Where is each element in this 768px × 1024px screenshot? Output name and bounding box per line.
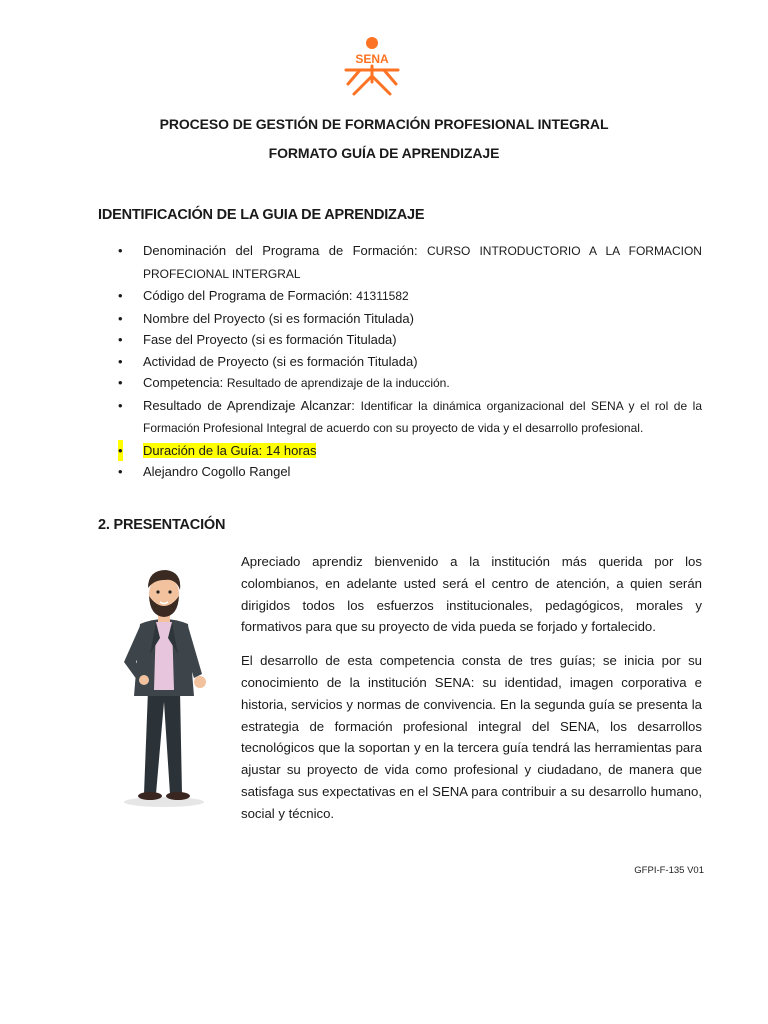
sena-logo	[340, 36, 404, 98]
list-item	[118, 372, 702, 395]
list-item	[118, 285, 702, 308]
list-item	[118, 351, 702, 373]
bullet-dot: •	[118, 332, 123, 347]
item-label: Denominación del Programa de Formación:	[143, 243, 418, 258]
bullet-dot: •	[118, 288, 123, 303]
list-item	[118, 308, 702, 330]
item-value: 41311582	[356, 289, 409, 303]
item-label: Actividad de Proyecto (si es formación Titulada)	[143, 353, 418, 369]
duration-label: Duración de la Guía:	[143, 442, 263, 458]
item-label: Fase del Proyecto (si es formación Titulada)	[143, 332, 397, 347]
list-item	[118, 240, 702, 285]
item-label: Código del Programa de Formación:	[143, 288, 353, 303]
bullet-dot: •	[118, 243, 123, 258]
duration-value: 14 horas	[265, 442, 317, 458]
bullet-dot: •	[118, 310, 123, 326]
bullet-dot: •	[118, 464, 123, 479]
process-title: PROCESO DE GESTIÓN DE FORMACIÓN PROFESIONAL INTEGRAL	[159, 116, 609, 132]
form-code: GFPI-F-135 V01	[634, 865, 704, 876]
sena-logo-text: SENA	[355, 52, 389, 66]
presentation-paragraph-1: Apreciado aprendiz bienvenido a la institución más querida por los colombianos, en adelante usted será el centro de atención, a quien serán dirigidos todos los esfuerzos institucionales, pedagógicos, morales y formativos para que su proyecto de vida pueda se forjado y fortalecido.	[241, 554, 702, 635]
identification-heading: IDENTIFICACIÓN DE LA GUIA DE APRENDIZAJE	[98, 207, 425, 223]
bullet-dot: •	[118, 375, 123, 390]
item-label: Nombre del Proyecto (si es formación Titulada)	[143, 310, 414, 326]
item-label: Competencia:	[143, 375, 224, 390]
item-value: Identificar la dinámica organizacional del SENA y el rol de la Formación Profesional Integral de acuerdo con su proyecto de vida y el desarrollo profesional.	[143, 398, 702, 435]
identification-list	[118, 240, 702, 483]
item-value: CURSO INTRODUCTORIO A LA FORMACION PROFECIONAL INTERGRAL	[143, 244, 702, 281]
presentation-text	[241, 551, 702, 837]
presentation-paragraph-2: El desarrollo de esta competencia consta de tres guías; se inicia por su conocimiento de la institución SENA: su identidad, imagen corporativa e historia, servicios y normas de convivencia. En la segunda guía se presenta la estrategia de formación profesional integral del SENA, los desarrollos tecnológicos que la soportan y en la tercera guía tendrá las herramientas para ajustar su proyecto de vida como profesional y ciudadano, de manera que satisfaga sus expectativas en el SENA para contribuir a su desarrollo humano, social y técnico.	[241, 653, 702, 821]
author-name: Alejandro Cogollo Rangel	[143, 464, 291, 479]
bullet-dot: •	[118, 440, 123, 462]
list-item	[118, 395, 702, 440]
list-item	[118, 329, 702, 351]
bullet-dot: •	[118, 397, 123, 413]
format-title: FORMATO GUÍA DE APRENDIZAJE	[268, 145, 500, 161]
item-value: Resultado de aprendizaje de la inducción.	[226, 376, 450, 390]
item-label: Resultado de Aprendizaje Alcanzar:	[143, 397, 355, 413]
list-item-duration	[118, 440, 702, 462]
man-illustration	[112, 562, 216, 810]
presentation-heading: 2. PRESENTACIÓN	[98, 517, 226, 533]
list-item-author	[118, 461, 702, 483]
bullet-dot: •	[118, 353, 123, 369]
